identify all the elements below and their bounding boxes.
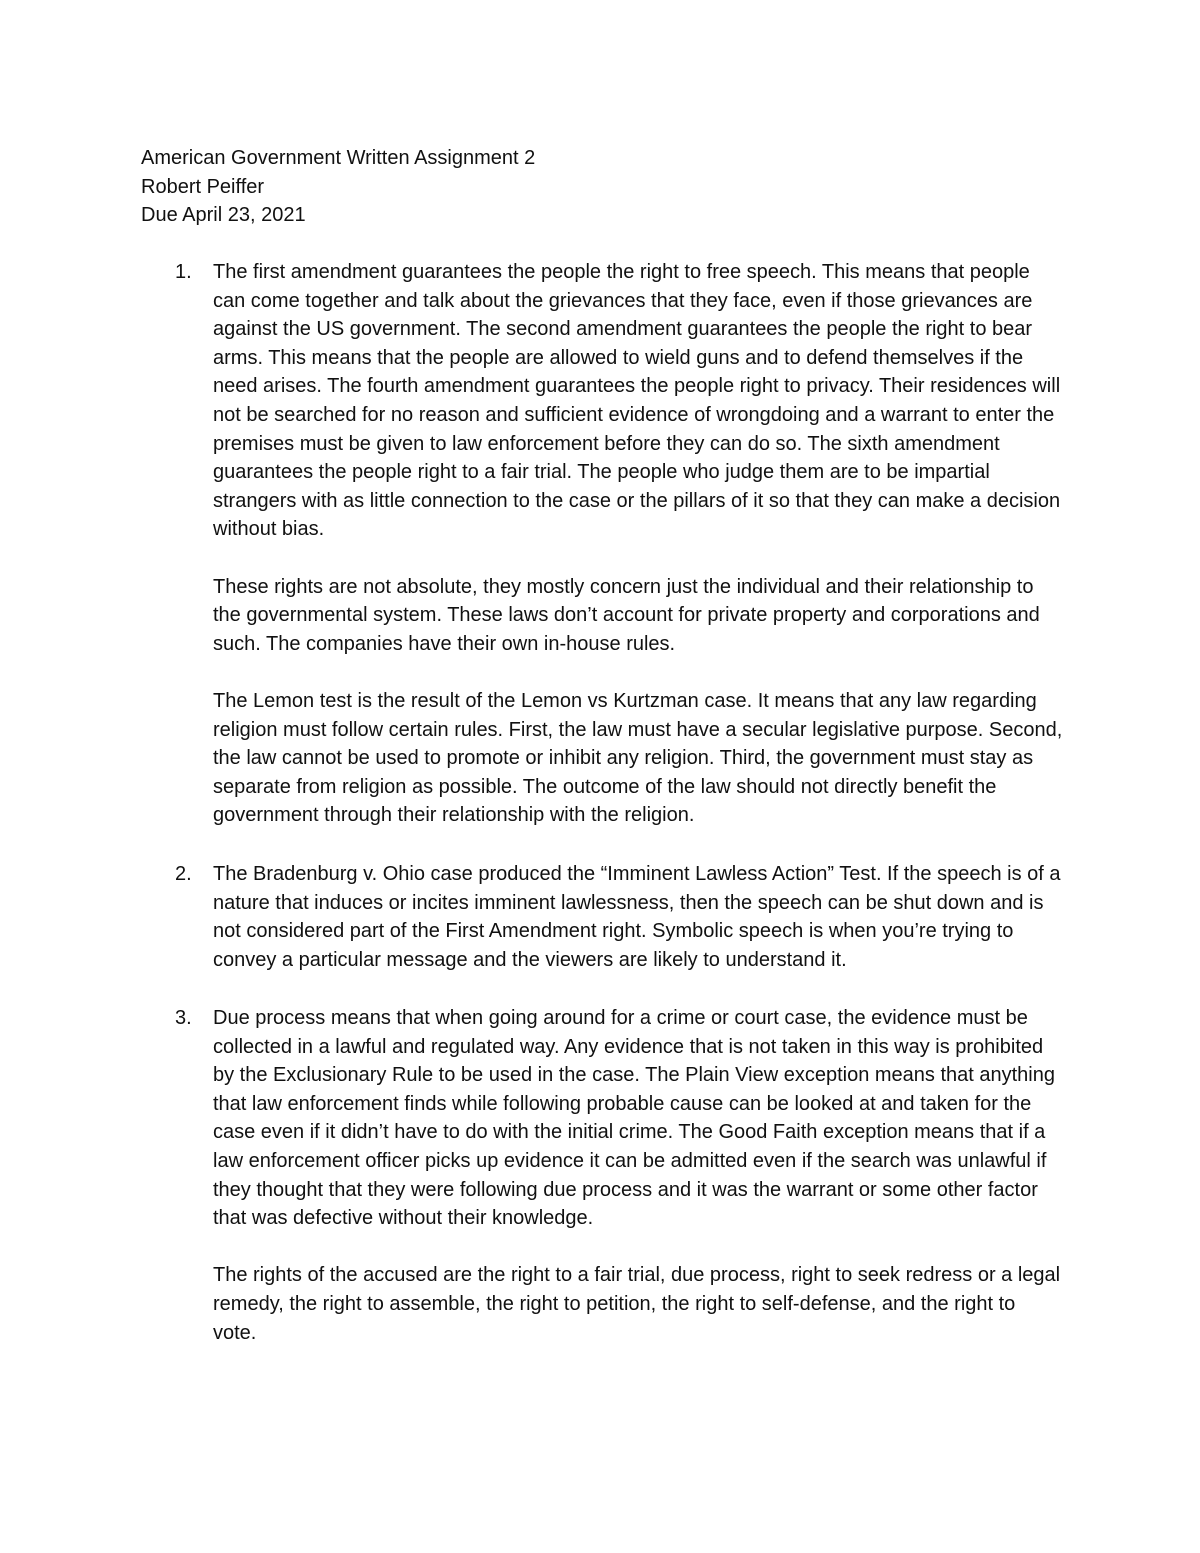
question-3 <box>141 1004 1063 1347</box>
answer-paragraph: The Bradenburg v. Ohio case produced the “Imminent Lawless Action” Test. If the speech is of a nature that induces or incites imminent lawlessness, then the speech can be shut down and is not considered part of the First Amendment right. Symbolic speech is when you’re trying to convey a particular message and the viewers are likely to understand it. <box>213 863 1061 971</box>
answer-paragraph: The first amendment guarantees the people the right to free speech. This means that people can come together and talk about the grievances that they face, even if those grievances are against the US government. The second amendment guarantees the people the right to bear arms. This means that the people are allowed to wield guns and to defend themselves if the need arises. The fourth amendment guarantees the people right to privacy. Their residences will not be searched for no reason and sufficient evidence of wrongdoing and a warrant to enter the premises must be given to law enforcement before they can do so. The sixth amendment guarantees the people right to a fair trial. The people who judge them are to be impartial strangers with as little connection to the case or the pillars of it so that they can make a decision without bias. <box>213 261 1061 541</box>
author-name: Robert Peiffer <box>141 175 265 198</box>
answer-paragraph: The Lemon test is the result of the Lemon vs Kurtzman case. It means that any law regarding religion must follow certain rules. First, the law must have a secular legislative purpose. Second, the law cannot be used to promote or inhibit any religion. Third, the government must stay as separate from religion as possible. The outcome of the law should not directly benefit the government through their relationship with the religion. <box>213 689 1063 827</box>
question-body <box>213 1004 1063 1347</box>
due-date: Due April 23, 2021 <box>141 204 306 227</box>
question-2 <box>141 860 1063 974</box>
assignment-title: American Government Written Assignment 2 <box>141 147 536 169</box>
answer-paragraph: Due process means that when going around for a crime or court case, the evidence must be collected in a lawful and regulated way. Any evidence that is not taken in this way is prohibited by the Exclusionary Rule to be used in the case. The Plain View exception means that anything that law enforcement finds while following probable cause can be looked at and taken for the case even if it didn’t have to do with the initial crime. The Good Faith exception means that if a law enforcement officer picks up evidence it can be admitted even if the search was unlawful if they thought that they were following due process and it was the warrant or some other factor that was defective without their knowledge. <box>213 1007 1055 1230</box>
question-number: 2. <box>175 863 192 885</box>
question-number: 3. <box>175 1007 192 1029</box>
answer-paragraph: These rights are not absolute, they mostly concern just the individual and their relationship to the governmental system. These laws don’t account for private property and corporations and such. The companies have their own in-house rules. <box>213 575 1040 655</box>
question-body <box>213 258 1063 830</box>
question-number: 1. <box>175 261 192 283</box>
answer-paragraph: The rights of the accused are the right to a fair trial, due process, right to seek redress or a legal remedy, the right to assemble, the right to petition, the right to self-defense, and the right to vote. <box>213 1264 1061 1344</box>
document-header <box>141 144 1061 230</box>
question-body <box>213 860 1063 974</box>
question-1 <box>141 258 1063 830</box>
